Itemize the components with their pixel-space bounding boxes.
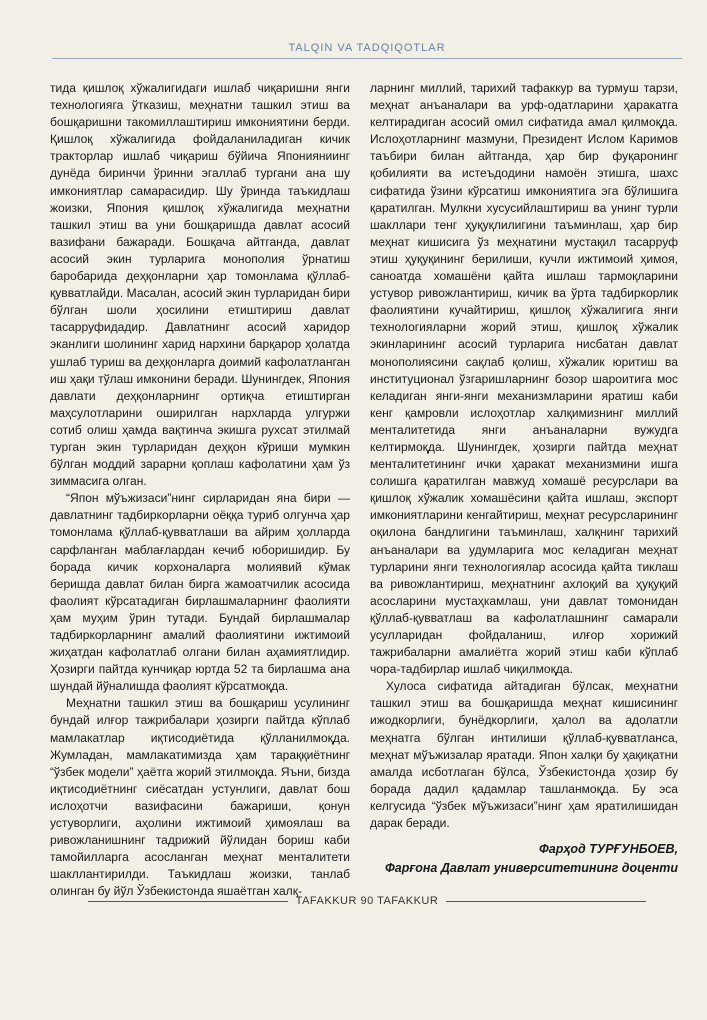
footer-rule-right xyxy=(446,901,646,902)
left-column xyxy=(50,80,350,901)
paragraph: ларнинг миллий, тарихий тафаккур ва турмуш тарзи, меҳнат анъаналари ва урф-одатларини ҳаракатга келтирадиган асосий омил сифатида амал қилмоқда. Ислоҳотларнинг мазмуни, Президент Ислом Каримов таъбири билан айтганда, ҳар бир фуқаронинг қобилияти ва истеъдодини намоён этишга, шахс сифатида ўзини кўрсатиш имкониятига эга бўлишига қаратилган. Мулкни хусусийлаштириш ва унинг турли шакллари тенг ҳуқуқлилигини таъминлаш, ҳар бир меҳнат кишисига ўз меҳнатини мустақил тасарруф этиш ҳуқуқининг берилиши, кучли ижтимоий ҳимоя, саноатда хомашёни қайта ишлаш тармоқларини устувор ривожлантириш, кичик ва ўрта тадбиркорлик фаолиятини кучайтириш, қишлоқ хўжалигига янги технологияларни жорий этиш, қишлоқ хўжалик экинларининг асосий турларига нисбатан давлат монополиясини сақлаб қолиш, хўжалик юритиш ва институционал ўзгаришларнинг бозор шароитига мос келадиган янги-янги механизмларини яратиш каби кенг қамровли ислоҳотлар халқимизнинг миллий менталитетида янги анъаналарни вужудга келтирмоқда. Шунингдек, ҳозирги пайтда меҳнат менталитетининг ички ҳаракат механизмини ишга солишга қаратилган мавжуд хомашё ресурслари ва қишлоқ хўжалик хомашёсини қайта ишлаш, экспорт имкониятларини кенгайтириш, меҳнат ресурсларининг оқилона бандлигини таъминлаш, халқнинг тарихий анъаналари ва удумларига мос келадиган меҳнат турларини янги технологиялар асосида қайта тиклаш ва ривожлантириш, меҳнатнинг ахлоқий ва ҳуқуқий асосларини мустаҳкамлаш, уни давлат томонидан қўллаб-қувватлаш ва кафолатлашнинг самарали усулларидан фойдаланиш, илғор хорижий тажрибаларни амалиётга жорий этиш каби кўплаб чора-тадбирлар ишлаб чиқилмоқда. xyxy=(370,81,678,677)
author-affiliation: Фарғона Давлат университетининг доценти xyxy=(385,861,678,875)
running-header: TALQIN VA TADQIQOTLAR xyxy=(288,42,446,54)
paragraph: Меҳнатни ташкил этиш ва бошқариш усулининг бундай илғор тажрибалари ҳозирги пайтда кўплаб мамлакатлар иқтисодиётида қўлланилмоқда. Жумладан, мамлакатимизда ҳам тараққиётнинг “ўзбек модели” ҳаётга жорий этилмоқда. Яъни, бизда иқтисодиётнинг сиёсатдан устунлиги, давлат бош ислоҳотчи вазифасини бажариши, қонун устуворлиги, аҳолини ижтимоий ҳимоялаш ва ривожланишнинг тадрижий йўлидан бориш каби тамойилларга асосланган меҳнат менталитети шакллантирилди. Таъкидлаш жоизки, танлаб олинган бу йўл Ўзбекистонда яшаётган халқ- xyxy=(50,696,350,899)
right-column xyxy=(370,80,678,832)
paragraph: “Япон мўъжизаси”нинг сирларидан яна бири — давлатнинг тадбиркорларни оёққа туриб олгунча ҳар томонлама қўллаб-қувватлаши ва айрим ҳолларда сарфланган маблағлардан кечиб юборишидир. Бу борада кичик корхоналарга молиявий кўмак беришда давлат билан бирга жамоатчилик асосида фаолият кўрсатадиган бирлашмаларнинг фаолияти ҳам муҳим ўрин тутади. Бундай бирлашмалар тадбиркорларнинг амалий фаолиятини ижтимоий жиҳатдан кафолатлаб олгани билан аҳамиятлидир. Ҳозирги пайтда кунчиқар юртда 52 та бирлашма ана шундай йўналишда фаолият кўрсатмоқда. xyxy=(50,491,350,694)
page-footer xyxy=(52,895,682,907)
footer-rule-left xyxy=(88,901,288,902)
header-divider xyxy=(52,58,682,59)
footer-text: TAFAKKUR 90 TAFAKKUR xyxy=(295,895,439,907)
author-name: Фарҳод ТУРҒУНБОЕВ, xyxy=(539,842,678,856)
paragraph: Хулоса сифатида айтадиган бўлсак, меҳнатни ташкил этиш ва бошқаришда меҳнат кишисининг ижодкорлиги, бунёдкорлиги, ҳалол ва адолатли меҳнатга бўлган интилиши қўллаб-қувватланса, меҳнат мўъжизалар яратади. Япон халқи бу ҳақиқатни амалда исботлаган бўлса, Ўзбекистонда ҳозир бу борада дадил қадамлар ташланмоқда. Бу эса келгусида “ўзбек мўъжизаси”нинг ҳам яратилишидан дарак беради. xyxy=(370,679,678,831)
signature-block xyxy=(370,840,678,878)
paragraph: тида қишлоқ хўжалигидаги ишлаб чиқаришни янги технологияга ўтказиш, меҳнатни ташкил этиш ва бошқаришни такомиллаштириш имкониятини берди. Қишлоқ хўжалигида фойдаланиладиган кичик тракторлар ишлаб чиқариш бўйича Японияниинг дунёда биринчи ўринни эгаллаб тургани ана шу имкониятлар самарасидир. Шу ўринда таъкидлаш жоизки, Япония қишлоқ хўжалигида меҳнатни ташкил этиш ва уни бошқаришда давлат асосий вазифани бажаради. Бошқача айтганда, давлат асосий экин турларига монополия ўрнатиш баробарида деҳқонларни ҳар томонлама қўллаб-қувватлайди. Масалан, асосий экин турларидан бири бўлган шоли ҳосилини етиштириш давлат тасарруфидадир. Давлатнинг асосий харидор эканлиги шолининг харид нархини барқарор ҳолатда ушлаб туриш ва деҳқонларга доимий кафолатланган иш ҳақи тўлаш имконини беради. Шунингдек, Япония давлати деҳқонларнинг ортиқча етиштирган маҳсулотларини оширилган нархларда улгуржи сотиб олиш ҳамда вақтинча экишга рухсат этилмай турган экин турларидан деҳқон кўриши мумкин бўлган моддий зарарни қоплаш кафолатини ҳам ўз зиммасига олган. xyxy=(50,81,350,489)
